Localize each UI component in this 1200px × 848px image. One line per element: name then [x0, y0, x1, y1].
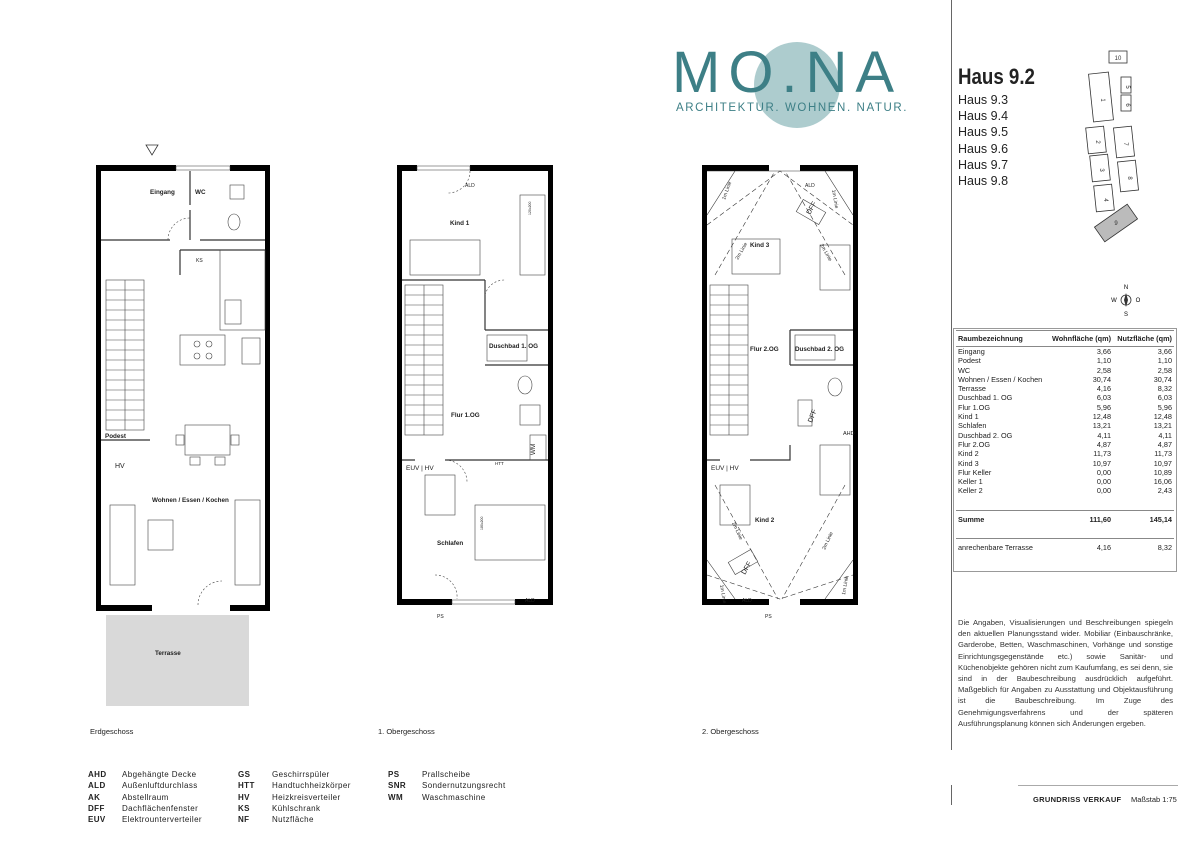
table-cell: 0,00: [1096, 486, 1112, 496]
table-cell: 2,58: [1157, 365, 1172, 375]
living-furniture: [110, 500, 260, 605]
plan-scale: Maßstab 1:75: [1131, 795, 1177, 804]
table-row: [956, 347, 1174, 357]
legend-item: EUV Elektrounterverteiler: [88, 815, 202, 825]
table-cell: Keller 1: [958, 477, 983, 487]
house-variant: Haus 9.4: [958, 109, 1009, 124]
room-label-dff: DFF: [807, 408, 819, 424]
table-cell: 111,60: [1089, 514, 1112, 524]
table-row: [956, 403, 1174, 412]
floorplan-erdgeschoss: [80, 140, 280, 720]
room-label-bed-size: 120x200: [528, 201, 532, 215]
room-label-line: 2m Linie: [821, 531, 835, 551]
table-cell: Flur 1.OG: [958, 402, 991, 412]
table-cell: 4,11: [1097, 430, 1112, 440]
table-cell: Duschbad 1. OG: [958, 393, 1013, 403]
staircase: [106, 280, 144, 430]
table-cell: Schlafen: [958, 421, 987, 431]
room-label-flur: Flur 1.OG: [451, 412, 480, 419]
room-label-eingang: Eingang: [150, 189, 175, 196]
table-row: [956, 412, 1174, 421]
table-cell: 8,32: [1157, 543, 1172, 553]
footer-rule: [1018, 785, 1178, 786]
compass-n: N: [1123, 285, 1129, 291]
disclaimer-text: Die Angaben, Visualisierungen und Beschreibungen spiegeln den aktuellen Planungsstand wider. Mobiliar (Einbauschränke, Garderobe, Betten, Waschmaschinen, Vorhänge und sonstige Einrichtungsgegenstände etc.) sowie Sanitär- und Küchenobjekte gehören nicht zum Kaufumfang, es sei denn, sie sind in der Baubeschreibung ausdrücklich aufgeführt. Maßgeblich für Angaben zu Ausstattung und Objektausführung ist die Baubeschreibung. Im Zuge des Genehmigungsverfahrens und der späteren Ausführungsplanung können sich Änderungen ergeben.: [958, 618, 1173, 728]
table-row: [956, 356, 1174, 365]
site-label: 5: [1124, 85, 1130, 89]
legend-item: SNR Sondernutzungsrecht: [388, 781, 506, 791]
room-label-kind3: Kind 3: [750, 242, 770, 249]
table-cell: Kind 3: [958, 458, 979, 468]
table-cell: 4,87: [1157, 439, 1172, 449]
legend-item: NF Nutzfläche: [238, 815, 314, 825]
table-cell: Eingang: [958, 347, 985, 356]
window-top: [417, 166, 470, 170]
table-row: [956, 477, 1174, 486]
house-variant: Haus 9.6: [958, 141, 1009, 156]
table-cell: 11,73: [1093, 449, 1112, 459]
logo-subtitle: ARCHITEKTUR. WOHNEN. NATUR.: [676, 102, 909, 114]
terrace-area: [106, 615, 249, 706]
room-label-line: 2m Linie: [730, 521, 744, 541]
table-cell: 10,89: [1153, 467, 1172, 477]
room-label-line: 2m Linie: [818, 243, 833, 263]
legend-item: ALD Außenluftdurchlass: [88, 781, 198, 791]
room-label-podest: Podest: [105, 433, 126, 440]
caption-1og: 1. Obergeschoss: [378, 727, 435, 736]
entrance-door-opening: [176, 166, 230, 170]
table-cell: Flur Keller: [958, 467, 992, 477]
site-label: 10: [1114, 56, 1122, 62]
logo-text: MO.NA: [672, 40, 903, 105]
sidebar-divider: [951, 0, 952, 750]
room-label-flur: Flur 2.OG: [750, 346, 779, 353]
room-label-ps: PS: [437, 614, 444, 620]
room-label-line: 1m Linie: [721, 180, 734, 201]
table-cell: 4,11: [1158, 430, 1172, 440]
room-label-wc: WC: [195, 189, 206, 196]
room-label-htt: HTT: [495, 461, 504, 466]
site-label: 6: [1124, 103, 1130, 107]
legend-item: HV Heizkreisverteiler: [238, 792, 341, 802]
table-cell: 1,10: [1096, 356, 1112, 366]
legend-column-1: [88, 769, 202, 825]
staircase: [405, 285, 443, 435]
room-label-ps: PS: [765, 614, 772, 620]
table-row: [956, 440, 1174, 449]
table-cell: Wohnen / Essen / Kochen: [958, 374, 1043, 384]
site-plan: [1075, 45, 1180, 250]
exterior-walls: [96, 165, 270, 611]
wc-fixtures: [168, 185, 244, 240]
table-sum-row: [956, 510, 1174, 524]
house-variant: Haus 9.5: [958, 125, 1009, 140]
table-cell: 0,00: [1096, 477, 1112, 487]
table-row: [956, 468, 1174, 477]
room-label-line: 1m Linie: [718, 584, 728, 604]
room-label-ks: KS: [196, 258, 203, 264]
site-label: 4: [1102, 198, 1108, 202]
floorplan-1og: [385, 155, 565, 625]
legend-item: AHD Abgehängte Decke: [88, 770, 197, 779]
legend-item: GS Geschirrspüler: [238, 770, 330, 779]
site-label: 2: [1094, 140, 1100, 144]
legend-item: HTT Handtuchheizkörper: [238, 781, 351, 791]
table-cell: 12,48: [1153, 412, 1172, 422]
room-label-kind1: Kind 1: [450, 220, 470, 227]
table-cell: 10,97: [1092, 458, 1112, 468]
header-cell: Raumbezeichnung: [956, 331, 1048, 347]
room-label-dff: DFF: [805, 200, 819, 216]
table-cell: Flur 2.OG: [958, 439, 991, 449]
house-variant: Haus 9.7: [958, 157, 1009, 172]
table-cell: 2,58: [1096, 365, 1112, 375]
site-label: 3: [1098, 168, 1104, 172]
table-cell: 30,74: [1153, 374, 1172, 384]
table-cell: 1,10: [1157, 356, 1172, 366]
table-cell: 4,16: [1096, 543, 1112, 553]
caption-erdgeschoss: Erdgeschoss: [90, 727, 134, 736]
site-house-1: [1089, 72, 1114, 122]
compass-o: O: [1135, 298, 1141, 304]
site-label: 9: [1114, 221, 1118, 227]
footer-divider: [951, 785, 952, 805]
legend-item: PS Prallscheibe: [388, 770, 471, 779]
compass-s: S: [1123, 312, 1129, 318]
house-variant: Haus 9.8: [958, 174, 1009, 189]
house-variant: Haus 9.3: [958, 93, 1009, 107]
room-label-line: 2m Linie: [734, 241, 750, 261]
table-cell: 8,32: [1157, 384, 1172, 394]
table-cell: Kind 2: [958, 449, 979, 459]
table-cell: 11,73: [1154, 449, 1172, 459]
header-cell: Wohnfläche (qm): [1048, 331, 1113, 347]
table-row: [956, 393, 1174, 402]
house-variant-list: [958, 92, 1008, 189]
room-label-line: 1m Linie: [841, 575, 851, 596]
table-cell: 3,66: [1096, 347, 1112, 356]
room-label-dff: DFF: [740, 560, 754, 576]
room-label-hv: HV: [115, 463, 125, 470]
plan-title: GRUNDRISS VERKAUF: [1033, 795, 1122, 804]
table-row: [956, 459, 1174, 468]
table-cell: Duschbad 2. OG: [958, 430, 1013, 440]
legend-item: AK Abstellraum: [88, 792, 169, 802]
table-cell: 145,14: [1149, 514, 1172, 524]
table-cell: 16,06: [1153, 477, 1172, 487]
table-cell: WC: [958, 365, 971, 375]
room-label-duschbad: Duschbad 2. OG: [795, 346, 844, 353]
table-cell: 6,03: [1157, 393, 1172, 403]
entrance-arrow-icon: [146, 145, 158, 155]
compass-w: W: [1111, 298, 1117, 304]
legend-item: DFF Dachflächenfenster: [88, 803, 199, 813]
table-cell: 3,66: [1157, 347, 1172, 356]
dining-table: [176, 425, 239, 465]
table-cell: Summe: [958, 514, 985, 524]
room-label-wohnen: Wohnen / Essen / Kochen: [152, 497, 229, 504]
room-label-duschbad: Duschbad 1. OG: [489, 343, 538, 350]
area-table-header: [956, 331, 1174, 347]
table-cell: Podest: [958, 356, 981, 366]
room-label-ald: ALD: [465, 183, 475, 189]
site-label: 1: [1099, 98, 1105, 102]
room-label-wm: WM: [530, 443, 537, 455]
table-cell: anrechenbare Terrasse: [958, 543, 1033, 553]
table-spacer: [956, 524, 1174, 539]
room-label-kind2: Kind 2: [755, 517, 775, 524]
table-cell: Kind 1: [958, 412, 979, 422]
table-cell: 12,48: [1092, 412, 1112, 422]
site-label: 7: [1122, 142, 1128, 146]
table-cell: 5,96: [1096, 402, 1112, 412]
compass-icon: [1108, 280, 1148, 320]
floorplan-2og: [690, 155, 870, 625]
table-row: [956, 486, 1174, 495]
table-cell: 6,03: [1096, 393, 1112, 403]
table-cell: 30,74: [1092, 374, 1112, 384]
table-cell: 10,97: [1153, 458, 1172, 468]
kitchen-fixtures: [180, 250, 265, 365]
room-label-ald: ALD: [805, 183, 815, 189]
legend-column-2: [238, 769, 351, 825]
table-cell: 5,96: [1157, 402, 1172, 412]
room-label-terrasse: Terrasse: [155, 650, 181, 657]
table-cell: Keller 2: [958, 486, 983, 496]
table-row: [956, 421, 1174, 430]
room-label-ahd: AHD: [843, 431, 855, 437]
legend-item: WM Waschmaschine: [388, 792, 486, 802]
table-cell: 2,43: [1157, 486, 1172, 496]
site-label: 8: [1126, 176, 1132, 180]
room-label-line: 1m Linie: [830, 189, 840, 209]
room-label-ald: ALD: [525, 598, 535, 604]
legend-item: KS Kühlschrank: [238, 803, 321, 813]
area-table: [956, 330, 1174, 552]
house-title: Haus 9.2: [958, 64, 1035, 89]
table-row: [956, 431, 1174, 440]
table-cell: 0,00: [1096, 467, 1112, 477]
room-label-euv: EUV | HV: [711, 465, 739, 472]
table-row: [956, 366, 1174, 375]
header-cell: Nutzfläche (qm): [1113, 331, 1174, 347]
table-cell: Terrasse: [958, 384, 986, 394]
table-terrace-row: [956, 539, 1174, 553]
table-row: [956, 375, 1174, 384]
room-label-ald: ALD: [742, 598, 752, 604]
table-row: [956, 384, 1174, 393]
table-spacer: [956, 496, 1174, 511]
table-cell: 13,21: [1153, 421, 1172, 431]
caption-2og: 2. Obergeschoss: [702, 727, 759, 736]
staircase: [710, 285, 748, 435]
table-cell: 4,87: [1096, 439, 1112, 449]
table-row: [956, 449, 1174, 458]
window-bottom: [452, 600, 515, 604]
room-label-bed-size: 180x200: [480, 516, 484, 530]
legend-column-3: [388, 769, 506, 803]
table-cell: 13,21: [1092, 421, 1112, 431]
room-label-schlafen: Schlafen: [437, 540, 464, 547]
room-label-euv: EUV | HV: [406, 465, 434, 472]
table-cell: 4,16: [1096, 384, 1112, 394]
